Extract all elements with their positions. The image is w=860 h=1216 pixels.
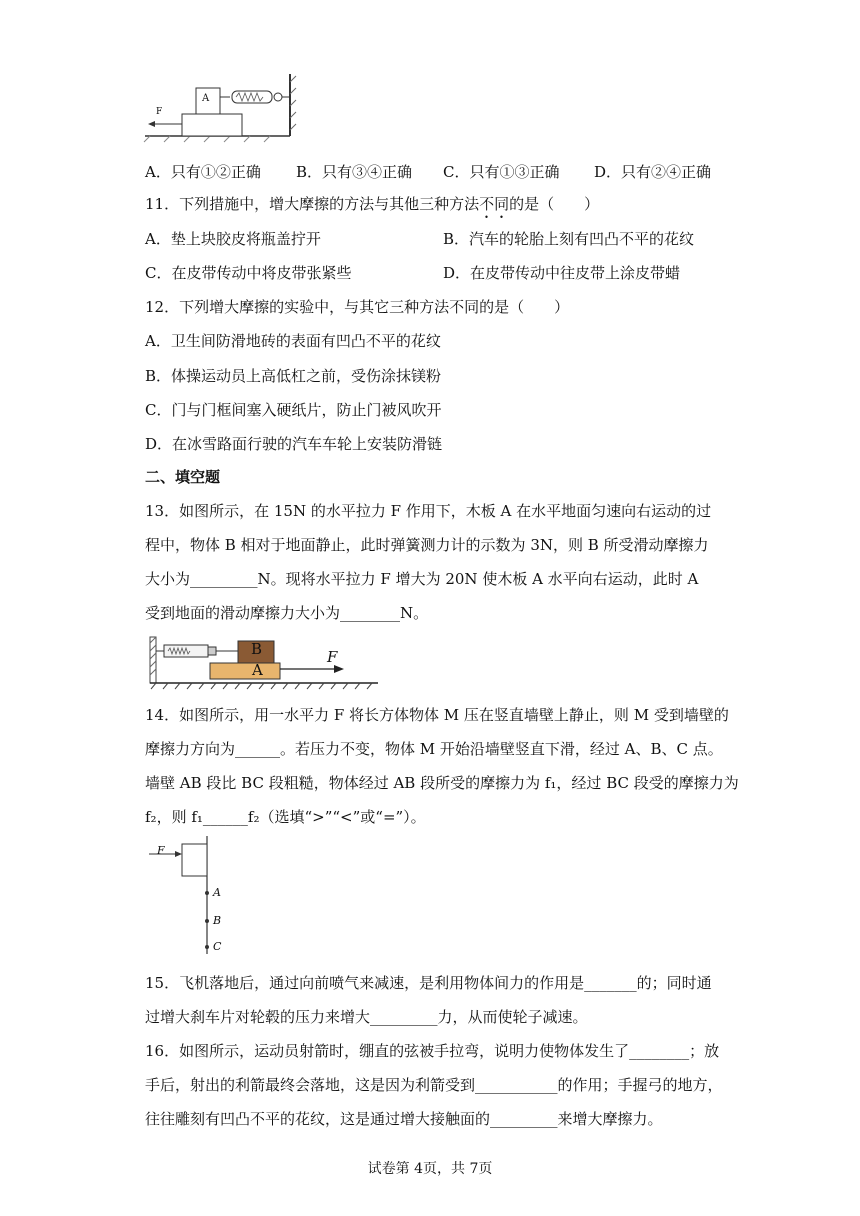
q13-line-1: 13．如图所示，在 15N 的水平拉力 F 作用下，木板 A 在水平地面匀速向右运动的过	[145, 502, 712, 520]
q16-line-3: 往往雕刻有凹凸不平的花纹，这是通过增大接触面的_________来增大摩擦力。	[145, 1110, 663, 1128]
page-footer: 试卷第 4页，共 7页	[367, 1161, 493, 1177]
q10-figure-label-a: A	[202, 93, 210, 104]
q15-line-1: 15．飞机落地后，通过向前喷气来减速，是利用物体间力的作用是_______的；同时通	[145, 974, 712, 992]
q12-stem: 12．下列增大摩擦的实验中，与其它三种方法不同的是（ ）	[145, 298, 570, 316]
q16-line-1: 16．如图所示，运动员射箭时，绷直的弦被手拉弯，说明力使物体发生了________；放	[145, 1042, 720, 1060]
q11-option-b: B．汽车的轮胎上刻有凹凸不平的花纹	[443, 230, 695, 248]
q11-stem-emphasis: 不同	[479, 195, 510, 213]
q13-figure-label-f: F	[327, 648, 338, 666]
q13-line-3: 大小为_________N。现将水平拉力 F 增大为 20N 使木板 A 水平向右运动，此时 A	[145, 570, 699, 588]
q14-figure-point-c: C	[213, 940, 222, 953]
q14-line-3: 墙壁 AB 段比 BC 段粗糙，物体经过 AB 段所受的摩擦力为 f₁，经过 BC 段受的摩擦力为	[145, 774, 739, 792]
q13-figure-label-b: B	[251, 640, 263, 658]
q10-figure-label-f: F	[156, 107, 163, 117]
q14-line-2: 摩擦力方向为______。若压力不变，物体 M 开始沿墙壁竖直下滑，经过 A、B、C 点。	[145, 740, 723, 758]
q13-figure	[148, 635, 378, 690]
q15-line-2: 过增大刹车片对轮毂的压力来增大_________力，从而使轮子减速。	[145, 1008, 588, 1026]
q13-line-2: 程中，物体 B 相对于地面静止，此时弹簧测力计的示数为 3N，则 B 所受滑动摩擦力	[145, 536, 709, 554]
q11-option-a: A．垫上块胶皮将瓶盖拧开	[145, 230, 321, 248]
q11-stem-after: 的是（ ）	[509, 195, 600, 213]
q10-option-b: B．只有③④正确	[296, 163, 413, 181]
q13-line-4: 受到地面的滑动摩擦力大小为________N。	[145, 604, 429, 622]
q14-line-1: 14．如图所示，用一水平力 F 将长方体物体 M 压在竖直墙壁上静止，则 M 受到墙壁的	[145, 706, 729, 724]
q14-figure-point-b: B	[213, 914, 222, 927]
q12-option-b: B．体操运动员上高低杠之前，受伤涂抹镁粉	[145, 367, 442, 385]
q14-figure-point-a: A	[213, 886, 221, 899]
q11-stem	[145, 194, 599, 222]
q10-option-d: D．只有②④正确	[594, 163, 712, 181]
q12-option-a: A．卫生间防滑地砖的表面有凹凸不平的花纹	[145, 332, 441, 350]
q14-figure-label-f: F	[157, 844, 165, 857]
q10-option-c: C．只有①③正确	[443, 163, 560, 181]
q11-option-d: D．在皮带传动中往皮带上涂皮带蜡	[443, 264, 681, 282]
q10-option-a: A．只有①②正确	[145, 163, 261, 181]
section-heading: 二、填空题	[145, 468, 221, 486]
q11-stem-before: 11．下列措施中，增大摩擦的方法与其他三种方法	[145, 195, 480, 213]
q16-line-2: 手后，射出的利箭最终会落地，这是因为利箭受到___________的作用；手握弓的地方，	[145, 1076, 723, 1094]
q13-figure-label-a: A	[252, 661, 263, 679]
q14-line-4: f₂，则 f₁______f₂（选填“>”“<”或“=”）。	[145, 808, 426, 826]
q12-option-d: D．在冰雪路面行驶的汽车车轮上安装防滑链	[145, 435, 443, 453]
q11-option-c: C．在皮带传动中将皮带张紧些	[145, 264, 352, 282]
q10-figure	[140, 72, 300, 142]
q12-option-c: C．门与门框间塞入硬纸片，防止门被风吹开	[145, 401, 442, 419]
